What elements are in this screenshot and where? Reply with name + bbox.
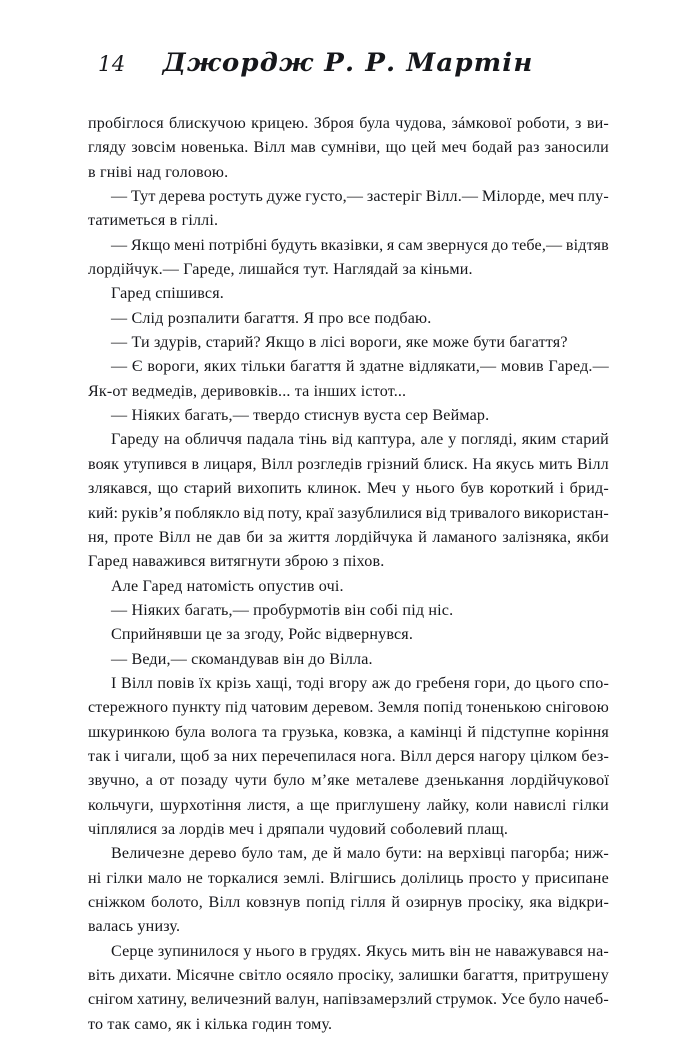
- text-line: вояк утупився в лицаря, Вілл розгледів грізний блиск. На якусь мить Вілл: [88, 455, 609, 473]
- text-line: Серце зупинилося у нього в грудях. Якусь мить він не наважувався на-: [111, 942, 609, 960]
- text-line: — Тут дерева ростуть дуже густо,— застеріг Вілл.— Мілорде, меч плу-: [111, 188, 609, 206]
- text-line: ні гілки мало не торкалися землі. Влігшись долілиць просто у присипане: [88, 869, 609, 887]
- text-line: звучно, а от позаду чути було м’яке металеве дзенькання лордійчукової: [88, 772, 609, 790]
- body-text-block: [88, 112, 609, 1037]
- page-number: 14: [98, 52, 126, 76]
- running-head: [88, 48, 608, 92]
- text-line: Гареду на обличчя падала тінь від каптура, але у погляді, яким старий: [111, 431, 609, 449]
- text-line: Гаред спішився.: [111, 285, 224, 303]
- text-line: Гаред наважився витягнути зброю з піхов.: [88, 553, 385, 571]
- text-line: — Ніяких багать,— пробурмотів він собі під ніс.: [111, 601, 454, 619]
- text-line: Сприйнявши це за згоду, Ройс відвернувся.: [111, 626, 414, 644]
- text-line: Як-от ведмедів, деривовків... та інших істот...: [88, 382, 407, 400]
- text-line: пробіглося блискучою крицею. Зброя була чудова, зáмкової роботи, з ви-: [88, 115, 609, 132]
- text-line: віть дихати. Місячне світло осяяло просіку, залишки багаття, притрушену: [88, 967, 609, 985]
- text-line: то так само, як і кілька годин тому.: [88, 1015, 333, 1033]
- text-line: шкуринкою була волога та грузька, ковзка, а камінці й підступне коріння: [88, 723, 609, 741]
- text-line: Але Гаред натомість опустив очі.: [111, 577, 344, 595]
- text-line: снігом хатину, величезний валун, напівзамерзлий струмок. Усе було начеб-: [88, 991, 609, 1009]
- text-line: ня, проте Вілл не дав би за життя лордійчука й ламаного залізняка, якби: [88, 528, 609, 546]
- text-line: сніжком болото, Вілл ковзнув попід гілля й озирнув просіку, яка відкри-: [88, 894, 609, 911]
- text-line: так і чигали, щоб за них перечепилася нога. Вілл дерся нагору цілком без-: [88, 747, 609, 765]
- text-line: Величезне дерево було там, де й мало бути: на верхівці пагорба; ниж-: [111, 845, 609, 863]
- text-line: злякався, що старий вихопить клинок. Меч у нього був короткий і брид-: [88, 480, 609, 498]
- text-line: лордійчук.— Гареде, лишайся тут. Наглядай за кіньми.: [88, 261, 473, 279]
- text-line: — Слід розпалити багаття. Я про все подбаю.: [111, 309, 432, 327]
- text-line: кольчуги, шурхотіння листя, а ще приглушену лайку, коли навислі гілки: [88, 796, 609, 814]
- text-line: — Є вороги, яких тільки багаття й здатне відлякати,— мовив Гаред.—: [111, 358, 609, 376]
- text-line: — Ніяких багать,— твердо стиснув вуста сер Веймар.: [111, 407, 490, 425]
- text-line: чіплялися за лордів меч і дряпали чудовий соболевий плащ.: [88, 820, 509, 838]
- text-line: І Вілл повів їх крізь хащі, тоді вгору аж до гребеня гори, до цього спо-: [111, 674, 609, 692]
- text-line: в гніві над головою.: [88, 163, 229, 181]
- text-line: — Ти здурів, старий? Якщо в лісі вороги, яке може бути багаття?: [111, 334, 568, 352]
- text-line: — Веди,— скомандував він до Вілла.: [111, 650, 373, 668]
- running-head-title: Джордж Р. Р. Мартін: [162, 48, 534, 77]
- text-line: гляду зовсім новенька. Вілл мав сумніви, що цей меч бодай раз заносили: [88, 139, 609, 157]
- text-line: стережного пункту під чатовим деревом. Земля попід тоненькою сніговою: [88, 699, 609, 717]
- text-line: — Якщо мені потрібні будуть вказівки, я сам звернуся до тебе,— відтяв: [111, 236, 609, 254]
- text-line: татиметься в гіллі.: [88, 212, 219, 230]
- text-line: кий: руків’я поблякло від поту, краї зазублилися від тривалого використан-: [88, 504, 609, 522]
- text-line: валась унизу.: [88, 918, 181, 936]
